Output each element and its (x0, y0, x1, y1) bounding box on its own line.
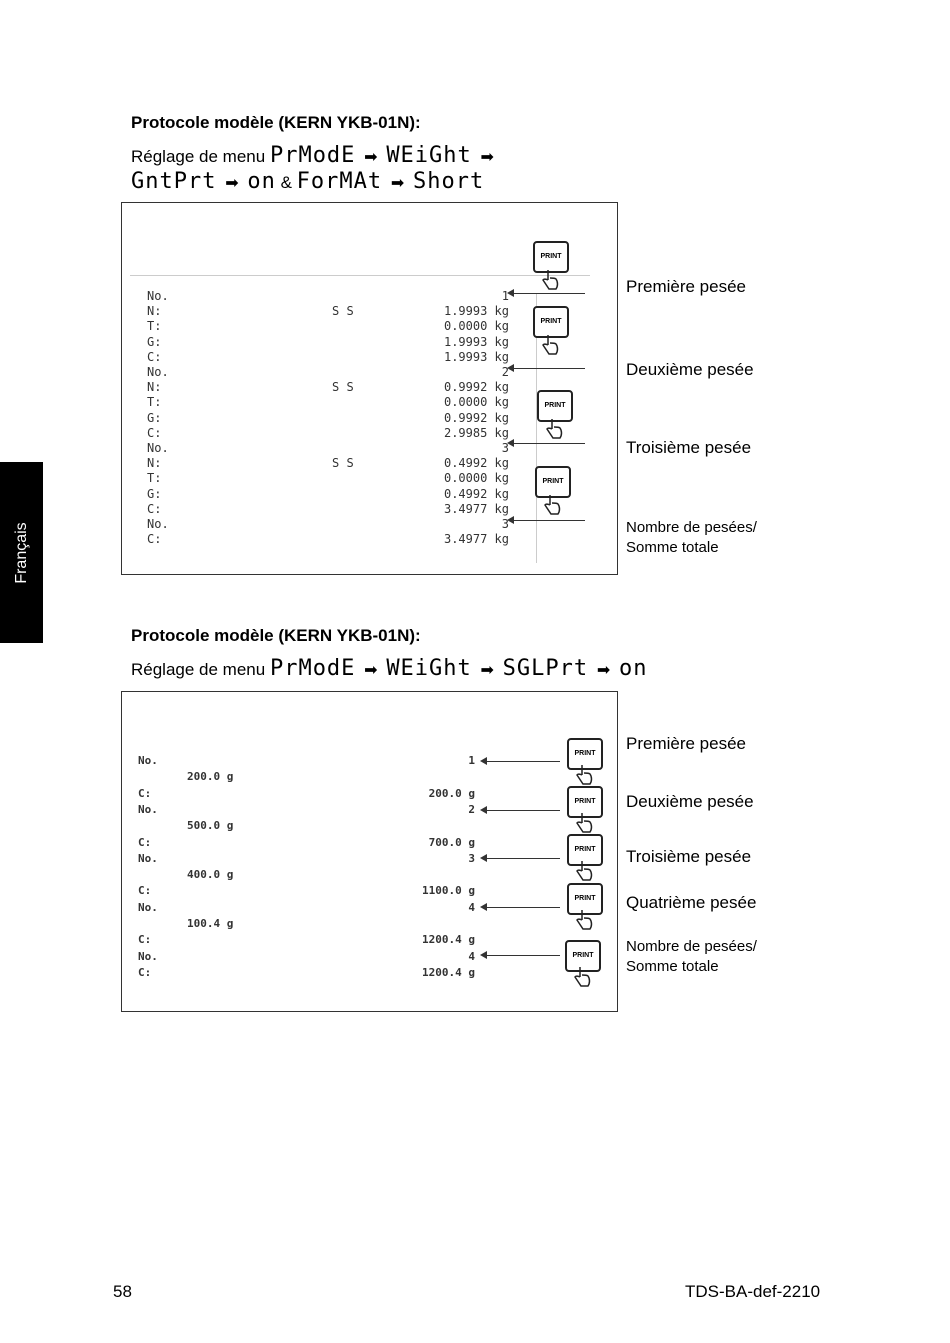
weighing-label: Deuxième pesée (626, 792, 754, 811)
hand-pointer-icon (573, 764, 595, 786)
printout-label: T: (147, 319, 162, 334)
printout-value: 700.0 g (428, 835, 475, 849)
printout-value: 1 (501, 289, 509, 303)
language-tab-label: Français (12, 521, 30, 584)
printout-value: 2.9985 kg (443, 425, 509, 440)
printout-label: T: (147, 471, 162, 486)
pointer-arrow-icon (513, 443, 585, 444)
printout-label: C: (138, 884, 152, 898)
printout-label: N: (147, 380, 162, 395)
printout-value: 1.9993 kg (443, 349, 509, 364)
total-label-line1: Nombre de pesées/ (626, 938, 757, 955)
arrow-icon: ➡ (390, 175, 405, 192)
printout-label: T: (147, 395, 162, 410)
pointer-arrow-icon (486, 907, 560, 908)
printout-label: No. (147, 365, 169, 379)
hand-pointer-icon (573, 812, 595, 834)
weighing-label: Première pesée (626, 277, 747, 296)
printout-value: 0.0000 kg (443, 319, 509, 334)
printout-label: No. (138, 949, 158, 963)
print-button-icon: PRINT (567, 786, 603, 818)
printout-value: 3 (501, 517, 509, 531)
menu-code: Short (413, 169, 485, 194)
menu-code: GntPrt (131, 169, 217, 194)
hand-pointer-icon (543, 418, 565, 440)
printout-label: No. (147, 289, 169, 303)
total-label-line2: Somme totale (626, 539, 719, 556)
pointer-arrow-icon (513, 368, 585, 369)
printout-label: No. (147, 441, 169, 455)
printout-label: No. (138, 754, 158, 767)
printout-value: 4 (468, 949, 475, 963)
total-label-line1: Nombre de pesées/ (626, 519, 757, 536)
printout-weight: 100.4 g (187, 917, 234, 930)
printout-status: S S (332, 380, 354, 395)
printout-weight: 500.0 g (187, 819, 234, 833)
printout-value: 0.0000 kg (443, 395, 509, 410)
section2-menu-line (131, 656, 648, 681)
print-button-icon: PRINT (565, 940, 601, 972)
printout-value: 200.0 g (428, 786, 475, 800)
printout-value: 1100.0 g (422, 884, 475, 898)
printout-label: C: (138, 933, 152, 947)
print-button-icon: PRINT (533, 241, 569, 273)
pointer-arrow-icon (486, 810, 560, 811)
print-button-icon: PRINT (567, 883, 603, 915)
printout-label: N: (147, 304, 162, 319)
printout-label: C: (138, 835, 152, 849)
weighing-label: Troisième pesée (626, 847, 752, 866)
menu-code: PrModE (269, 656, 356, 681)
hand-pointer-icon (573, 909, 595, 931)
printout-label: C: (138, 965, 152, 979)
hand-pointer-icon (539, 334, 561, 356)
section1-menu-line-2 (131, 169, 484, 194)
printout-box-2 (121, 691, 618, 1012)
printout-value: 1200.4 g (422, 965, 475, 979)
language-tab (0, 462, 43, 643)
printout-label: No. (138, 900, 158, 914)
pointer-arrow-icon (486, 955, 560, 956)
hand-pointer-icon (573, 860, 595, 882)
printout-label: C: (147, 349, 162, 364)
printout-value: 1200.4 g (422, 933, 475, 947)
printout-label: C: (147, 501, 162, 516)
menu-code: on (619, 656, 648, 681)
printout-weight: 200.0 g (187, 770, 234, 784)
printout-value: 0.0000 kg (443, 471, 509, 486)
printout-label: C: (147, 425, 162, 440)
printout-weight: 400.0 g (187, 868, 234, 882)
weighing-label: Troisième pesée (626, 438, 752, 457)
menu-prefix: Réglage de menu (131, 660, 266, 679)
printout-value: 0.9992 kg (443, 410, 509, 425)
weighing-label: Première pesée (626, 734, 747, 753)
paper-edge (130, 275, 590, 276)
arrow-icon: ➡ (480, 149, 494, 166)
printout-value: 2 (468, 802, 475, 816)
printout-label: G: (147, 486, 162, 501)
printout-value: 3.4977 kg (443, 501, 509, 516)
arrow-icon: ➡ (596, 662, 611, 679)
section2-heading: Protocole modèle (KERN YKB-01N): (131, 626, 421, 645)
document-code: TDS-BA-def-2210 (685, 1282, 821, 1301)
pointer-arrow-icon (486, 761, 560, 762)
printout-label: N: (147, 456, 162, 471)
menu-code: WEiGht (386, 656, 472, 681)
section1-heading: Protocole modèle (KERN YKB-01N): (131, 113, 421, 132)
printout-status: S S (332, 456, 354, 471)
print-button-icon: PRINT (537, 390, 573, 422)
printout-label: C: (138, 786, 152, 800)
print-button-icon: PRINT (535, 466, 571, 498)
printout-value: 1.9993 kg (443, 334, 509, 349)
printout-value: 2 (501, 365, 509, 379)
page-number: 58 (113, 1282, 132, 1301)
printout-value: 1 (468, 754, 475, 767)
printout-value: 3.4977 kg (443, 532, 509, 547)
menu-code: SGLPrt (502, 656, 589, 681)
printout-value: 3 (501, 441, 509, 455)
hand-pointer-icon (541, 494, 563, 516)
printout-label: No. (147, 517, 169, 531)
arrow-icon: ➡ (480, 662, 494, 679)
arrow-icon: ➡ (364, 662, 378, 679)
arrow-icon: ➡ (364, 149, 378, 166)
pointer-arrow-icon (486, 858, 560, 859)
printout-value: 1.9993 kg (443, 304, 509, 319)
printout-label: G: (147, 410, 162, 425)
printout-value: 0.4992 kg (443, 486, 509, 501)
menu-code: PrModE (269, 143, 356, 168)
pointer-arrow-icon (513, 520, 585, 521)
pointer-arrow-icon (513, 293, 585, 294)
menu-code: on (247, 169, 276, 194)
printout-value: 0.9992 kg (443, 380, 509, 395)
printout-value: 0.4992 kg (443, 456, 509, 471)
print-button-icon: PRINT (567, 834, 603, 866)
menu-prefix: Réglage de menu (131, 147, 266, 166)
weighing-label: Quatrième pesée (626, 893, 757, 912)
printout-status: S S (332, 304, 354, 319)
print-button-icon: PRINT (567, 738, 603, 770)
printout-value: 4 (468, 900, 475, 914)
printout-label: C: (147, 532, 162, 547)
hand-pointer-icon (539, 269, 561, 291)
ampersand: & (280, 173, 292, 192)
hand-pointer-icon (571, 966, 593, 988)
printout-value: 3 (468, 851, 475, 865)
arrow-icon: ➡ (225, 175, 239, 192)
menu-code: WEiGht (386, 143, 472, 168)
printout-label: G: (147, 334, 162, 349)
total-label-line2: Somme totale (626, 958, 719, 975)
menu-code: ForMAt (296, 169, 383, 194)
print-button-icon: PRINT (533, 306, 569, 338)
weighing-label: Deuxième pesée (626, 360, 754, 379)
section1-menu-line-1 (131, 143, 498, 168)
printout-label: No. (138, 851, 158, 865)
printout-label: No. (138, 802, 158, 816)
